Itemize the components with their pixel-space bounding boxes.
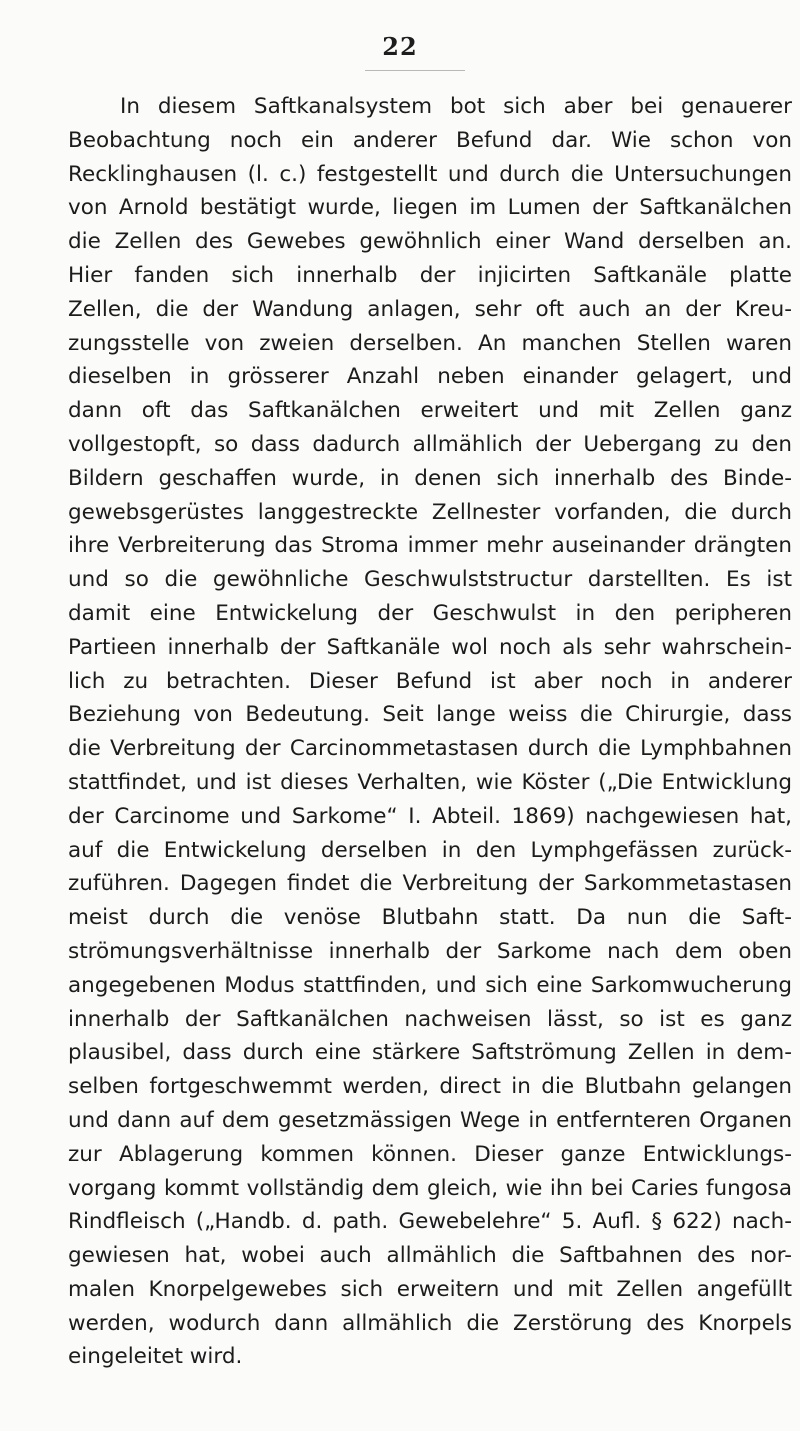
text-line: auf die Entwickelung derselben in den Lymphgefässen zurück- <box>68 837 792 863</box>
text-line: Bildern geschaffen wurde, in denen sich innerhalb des Binde- <box>68 465 792 491</box>
text-line: Zellen, die der Wandung anlagen, sehr oft auch an der Kreu- <box>68 296 792 322</box>
text-line: gewiesen hat, wobei auch allmählich die Saftbahnen des nor- <box>68 1243 792 1269</box>
text-line: vorgang kommt vollständig dem gleich, wie ihn bei Caries fungosa <box>68 1175 792 1201</box>
text-line: damit eine Entwickelung der Geschwulst in den peripheren <box>68 600 792 626</box>
text-line: eingeleitet wird. <box>68 1344 243 1370</box>
text-line: Beziehung von Bedeutung. Seit lange weiss die Chirurgie, dass <box>68 702 792 728</box>
text-line: In diesem Saftkanalsystem bot sich aber bei genauerer <box>120 94 792 119</box>
text-line: stattfindet, und ist dieses Verhalten, wie Köster („Die Entwicklung <box>68 769 792 795</box>
text-line: Beobachtung noch ein anderer Befund dar. Wie schon von <box>68 127 792 153</box>
text-line: vollgestopft, so dass dadurch allmählich der Uebergang zu den <box>68 431 792 457</box>
text-line: gewebsgerüstes langgestreckte Zellnester vorfanden, die durch <box>68 499 792 525</box>
text-line: zur Ablagerung kommen können. Dieser ganze Entwicklungs- <box>68 1141 792 1167</box>
text-line: Hier fanden sich innerhalb der injicirten Saftkanäle platte <box>68 262 792 288</box>
text-line: lich zu betrachten. Dieser Befund ist aber noch in anderer <box>68 668 792 694</box>
text-line: Rindfleisch („Handb. d. path. Gewebelehre“ 5. Aufl. § 622) nach- <box>68 1209 792 1235</box>
text-line: Recklinghausen (l. c.) festgestellt und durch die Untersuchungen <box>68 161 792 187</box>
text-line: malen Knorpelgewebes sich erweitern und mit Zellen angefüllt <box>68 1276 792 1302</box>
text-line: der Carcinome und Sarkome“ I. Abteil. 1869) nachgewiesen hat, <box>68 803 792 829</box>
text-line: strömungsverhältnisse innerhalb der Sarkome nach dem oben <box>68 938 792 964</box>
text-line: angegebenen Modus stattfinden, und sich eine Sarkomwucherung <box>68 972 792 998</box>
text-line: und so die gewöhnliche Geschwulststructur darstellten. Es ist <box>68 567 792 593</box>
text-line: werden, wodurch dann allmählich die Zerstörung des Knorpels <box>68 1310 792 1336</box>
text-line: dann oft das Saftkanälchen erweitert und mit Zellen ganz <box>68 398 792 424</box>
text-line: selben fortgeschwemmt werden, direct in die Blutbahn gelangen <box>68 1074 792 1100</box>
page-number: 22 <box>382 32 418 61</box>
text-line: innerhalb der Saftkanälchen nachweisen lässt, so ist es ganz <box>68 1006 792 1032</box>
text-line: die Zellen des Gewebes gewöhnlich einer Wand derselben an. <box>68 229 792 255</box>
text-line: meist durch die venöse Blutbahn statt. Da nun die Saft- <box>68 905 792 931</box>
text-line: ihre Verbreiterung das Stroma immer mehr auseinander drängten <box>68 533 792 559</box>
text-line: dieselben in grösserer Anzahl neben einander gelagert, und <box>68 364 792 390</box>
text-line: zungsstelle von zweien derselben. An manchen Stellen waren <box>68 330 792 356</box>
text-line: Partieen innerhalb der Saftkanäle wol noch als sehr wahrschein- <box>68 634 792 660</box>
text-line: die Verbreitung der Carcinommetastasen durch die Lymphbahnen <box>68 736 792 762</box>
text-line: plausibel, dass durch eine stärkere Saftströmung Zellen in dem- <box>68 1040 792 1066</box>
text-line: zuführen. Dagegen findet die Verbreitung der Sarkommetastasen <box>68 871 792 897</box>
text-line: von Arnold bestätigt wurde, liegen im Lumen der Saftkanälchen <box>68 195 792 221</box>
header-rule <box>365 70 465 71</box>
text-line: und dann auf dem gesetzmässigen Wege in entfernteren Organen <box>68 1107 792 1133</box>
paragraph <box>68 90 792 1374</box>
